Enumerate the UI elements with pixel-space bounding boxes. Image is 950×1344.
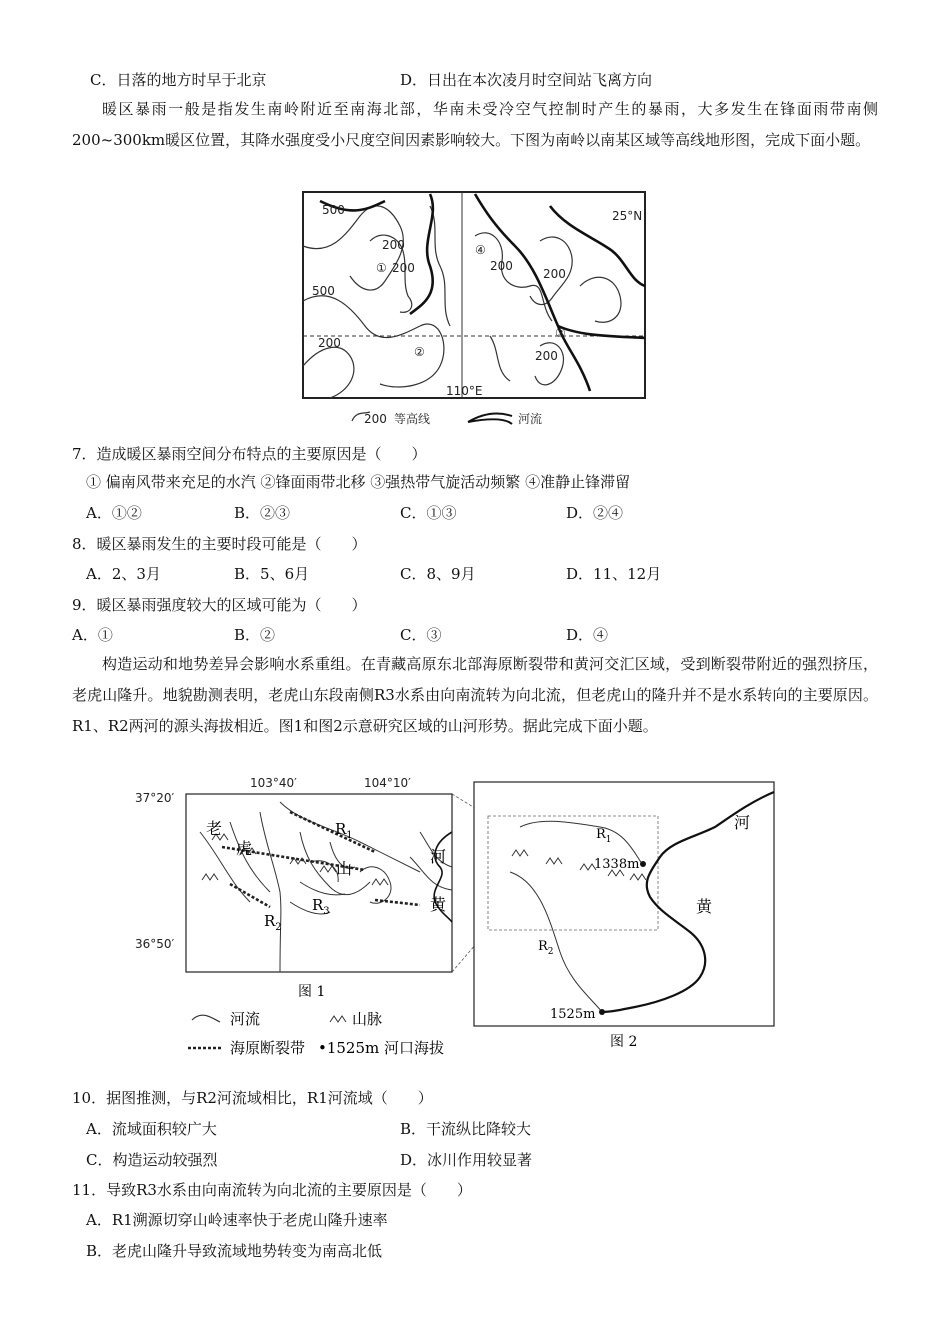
legend-contour-value: 200 [364, 412, 387, 426]
question-8-option-d: D．11、12月 [566, 565, 662, 583]
fig1-caption: 图 1 [298, 984, 326, 1000]
legend-mountain: 山脉 [352, 1010, 383, 1028]
question-9-option-b: B．② [234, 626, 276, 644]
fig2-label-he: 河 [734, 813, 751, 832]
legend-river-label: 河流 [518, 412, 543, 426]
question-7-items: ① 偏南风带来充足的水汽 ②锋面雨带北移 ③强热带气旋活动频繁 ④准静止锋滞留 [86, 473, 631, 491]
question-7-option-a: A．①② [86, 504, 142, 522]
point-1-label: ① [376, 261, 387, 275]
fig1-label-hu: 虎 [236, 839, 253, 858]
fig1-longitude-1: 103°40′ [250, 776, 297, 790]
question-10-stem: 10．据图推测，与R2河流域相比，R1河流域（ ） [72, 1089, 433, 1107]
question-11-option-b: B．老虎山隆升导致流域地势转变为南高北低 [86, 1242, 383, 1260]
fig1-r3-label: $R_3$ [312, 896, 330, 917]
question-9-option-a: A．① [72, 626, 113, 644]
question-10-option-b: B．干流纵比降较大 [400, 1120, 532, 1138]
question-10-option-d: D．冰川作用较显著 [400, 1151, 533, 1169]
fig2-elevation-1525: 1525m [550, 1007, 596, 1022]
question-9-stem: 9．暖区暴雨强度较大的区域可能为（ ） [72, 596, 367, 614]
contour-200-label: 200 [543, 267, 566, 281]
contour-500-label: 500 [322, 203, 345, 217]
fig1-longitude-2: 104°10′ [364, 776, 411, 790]
option-6d: D．日出在本次凌月时空间站飞离方向 [400, 71, 653, 89]
passage-warm-sector-rainstorm: 暖区暴雨一般是指发生南岭附近至南海北部，华南未受冷空气控制时产生的暴雨，大多发生在锋面雨带南侧200~300km暖区位置，其降水强度受小尺度空间因素影响较大。下图为南岭以南某区域等高线地形图，完成下面小题。 [72, 100, 878, 149]
point-3-label: ③ [555, 326, 566, 340]
legend-fault: 海原断裂带 [230, 1039, 306, 1057]
question-7-option-b: B．②③ [234, 504, 291, 522]
fig1-label-he: 河 [430, 847, 447, 866]
longitude-label: 110°E [446, 384, 483, 398]
contour-200-label: 200 [490, 259, 513, 273]
question-7-option-d: D．②④ [566, 504, 624, 522]
fig1-label-lao: 老 [206, 819, 223, 838]
question-9-option-c: C．③ [400, 626, 442, 644]
question-10-option-c: C．构造运动较强烈 [86, 1151, 218, 1169]
fig1-latitude-1: 37°20′ [135, 791, 175, 805]
passage-haiyuan-fault: 构造运动和地势差异会影响水系重组。在青藏高原东北部海原断裂带和黄河交汇区域，受到断裂带附近的强烈挤压，老虎山隆升。地貌勘测表明，老虎山东段南侧R3水系由向南流转为向北流，但老虎山的隆升并不是水系转向的主要原因。R1、R2两河的源头海拔相近。图1和图2示意研究区域的山河形势。据此完成下面小题。 [72, 655, 878, 735]
question-8-option-c: C．8、9月 [400, 565, 476, 583]
question-8-stem: 8．暖区暴雨发生的主要时段可能是（ ） [72, 535, 367, 553]
question-8-option-b: B．5、6月 [234, 565, 310, 583]
legend-river-mouth-elevation: •1525m 河口海拔 [318, 1039, 445, 1057]
question-7-option-c: C．①③ [400, 504, 457, 522]
fig2-label-huang: 黄 [696, 897, 713, 916]
question-9-option-d: D．④ [566, 626, 609, 644]
contour-200-label: 200 [318, 336, 341, 350]
fig2-elevation-1338: 1338m [594, 857, 640, 872]
fig2-caption: 图 2 [610, 1034, 638, 1050]
fig1-latitude-2: 36°50′ [135, 937, 175, 951]
contour-200-label: 200 [535, 349, 558, 363]
point-4-label: ④ [475, 243, 486, 257]
legend-river: 河流 [230, 1010, 261, 1028]
question-8-option-a: A．2、3月 [86, 565, 161, 583]
fig1-r2-label: $R_2$ [264, 912, 282, 933]
question-7-stem: 7．造成暖区暴雨空间分布特点的主要原因是（ ） [72, 445, 427, 463]
contour-200-label: 200 [392, 261, 415, 275]
contour-200-label: 200 [382, 238, 405, 252]
river-mountain-figures [130, 772, 790, 1062]
question-11-option-a: A．R1溯源切穿山岭速率快于老虎山隆升速率 [86, 1211, 388, 1229]
question-10-option-a: A．流域面积较广大 [86, 1120, 217, 1138]
fig2-r1-label: $R_1$ [596, 827, 612, 845]
contour-map [290, 186, 660, 432]
question-11-stem: 11．导致R3水系由向南流转为向北流的主要原因是（ ） [72, 1181, 472, 1199]
fig1-r1-label: $R_1$ [335, 820, 353, 841]
fig2-r2-label: $R_2$ [538, 939, 554, 957]
option-6c: C．日落的地方时早于北京 [90, 71, 267, 89]
fig1-label-shan: 山 [336, 859, 353, 878]
legend-contour-label: 等高线 [394, 412, 431, 426]
contour-500-label: 500 [312, 284, 335, 298]
latitude-label: 25°N [612, 209, 643, 223]
fig1-label-huang: 黄 [430, 895, 447, 914]
point-2-label: ② [414, 345, 425, 359]
